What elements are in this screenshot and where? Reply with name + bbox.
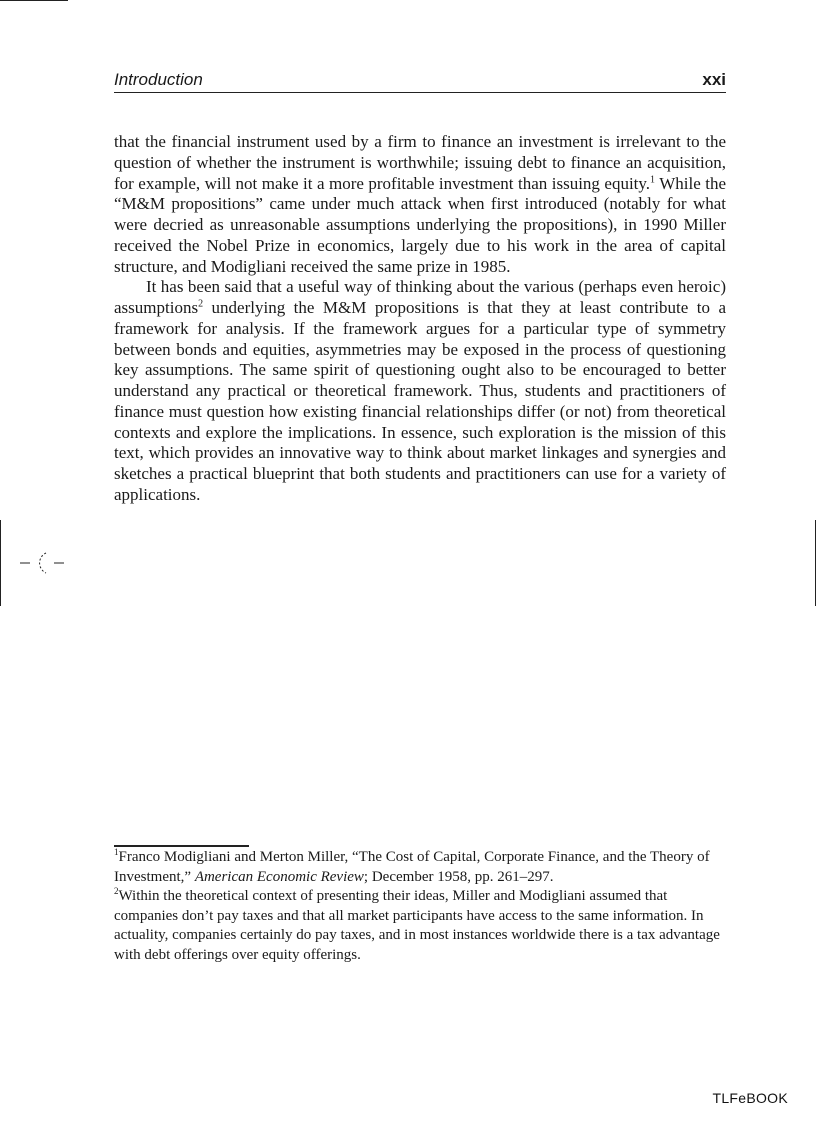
running-header-title: Introduction — [114, 70, 203, 89]
footnote-text: ; December 1958, pp. 261–297. — [363, 868, 554, 885]
footnote-1 — [114, 848, 734, 887]
footnote-ref-1[interactable]: 1 — [650, 173, 656, 185]
running-header — [114, 70, 726, 93]
margin-line-left — [0, 520, 1, 606]
footnotes — [114, 848, 734, 965]
footnote-rule — [114, 845, 249, 847]
footnote-journal: American Economic Review — [194, 868, 364, 885]
footnote-ref-2[interactable]: 2 — [198, 298, 204, 310]
footnote-2 — [114, 887, 734, 965]
paragraph — [114, 132, 726, 277]
footnote-text: Franco Modigliani and Merton Miller, “The Cost of Capital, Corporate Finance, and the Theory of Investment,” — [114, 849, 710, 885]
paragraph-text: that the financial instrument used by a firm to finance an investment is irrelevant to the question of whether the instrument is worthwhile; issuing debt to finance an acquisition, for example, will not make it a more profitable investment than issuing equity. — [114, 132, 726, 193]
paragraph-text: It has been said that a useful way of thinking about the various (perhaps even heroic) assumptions — [114, 277, 726, 317]
crop-mark-top — [0, 0, 68, 1]
paragraph — [114, 277, 726, 505]
watermark-label: TLFeBOOK — [712, 1090, 788, 1106]
footnote-marker: 1 — [114, 847, 119, 857]
footnote-marker: 2 — [114, 886, 119, 896]
page-number: xxi — [702, 70, 726, 89]
paragraph-text: While the “M&M propositions” came under much attack when first introduced (notably for what were decried as unreasonable assumptions underlying the propositions), in 1990 Miller received the Nobel Prize in economics, largely due to his work in the area of capital structure, and Modigliani received the same prize in 1985. — [114, 173, 726, 276]
registration-mark-icon — [20, 548, 68, 578]
body-text — [114, 132, 726, 506]
footnote-text: Within the theoretical context of presenting their ideas, Miller and Modigliani assumed that companies don’t pay taxes and that all market participants have access to the same information. In actuality, companies certainly do pay taxes, and in most instances worldwide there is a tax advantage with debt offerings over equity offerings. — [114, 888, 720, 963]
paragraph-text: underlying the M&M propositions is that they at least contribute to a framework for analysis. If the framework argues for a particular type of symmetry between bonds and equities, asymmetries may be exposed in the process of questioning key assumptions. The same spirit of questioning ought also to be encouraged to better understand any practical or theoretical framework. Thus, students and practitioners of finance must question how existing financial relationships differ (or not) from theoretical contexts and explore the implications. In essence, such exploration is the mission of this text, which provides an innovative way to think about market linkages and synergies and sketches a practical blueprint that both students and practitioners can use for a variety of applications. — [114, 298, 726, 504]
